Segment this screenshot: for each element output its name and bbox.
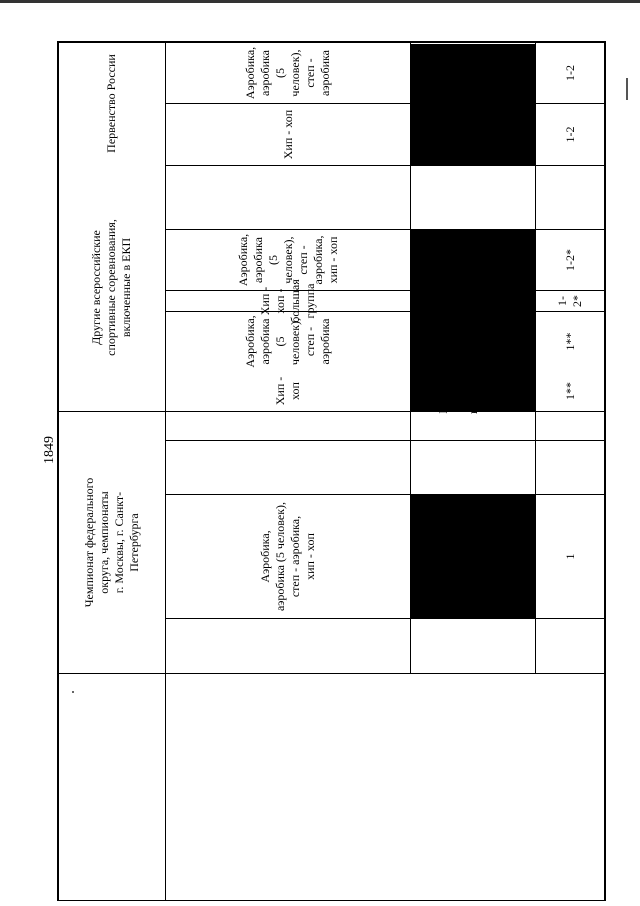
group-cell: Мужчины, женщины [458, 273, 487, 329]
discipline-cell: Хип - хоп - большая группа [258, 279, 317, 323]
discipline-cell: Аэробика, аэробика (5 человек), степ - аэробика [243, 315, 332, 368]
group-cell: Юниоры и юниорки (14-17 лет) [443, 314, 502, 369]
discipline-cell: Хип - хоп [280, 109, 295, 160]
places-cell: 1-2* [555, 295, 584, 307]
page-number: 1849 [42, 436, 57, 464]
group-cell: Юниоры и юниорки (12-18 лет) [435, 367, 510, 415]
places-cell: 1 [562, 553, 577, 560]
competition-cell: Другие всероссийские спортивные соревнования, включенные в ЕКП [89, 219, 133, 356]
discipline-cell: Хип - хоп [273, 376, 302, 406]
places-cell: 1-2 [562, 126, 577, 143]
discipline-cell: Аэробика, аэробика (5 человек), степ - аэробика [243, 46, 332, 100]
places-cell: 1** [562, 332, 577, 351]
group-cell: Мужчины, женщины [465, 502, 480, 611]
competition-cell: Чемпионат федерального округа, чемпионаты г. Москвы, г. Санкт- Петербурга [81, 477, 141, 608]
group-cell: Мужчины, женщины [458, 232, 487, 288]
discipline-cell: Аэробика, аэробика (5 человек), степ - аэробика, хип - хоп [235, 233, 340, 287]
discipline-cell: Аэробика, аэробика (5 человек), степ - аэробика, хип - хоп [258, 501, 317, 612]
places-cell: 1-2* [562, 249, 577, 271]
places-cell: 1** [562, 382, 577, 400]
group-cell: Юниоры и юниорки (14-17 лет) [451, 45, 495, 101]
group-cell: 1-2 [562, 65, 577, 81]
competition-cell: Первенство России [104, 54, 118, 153]
